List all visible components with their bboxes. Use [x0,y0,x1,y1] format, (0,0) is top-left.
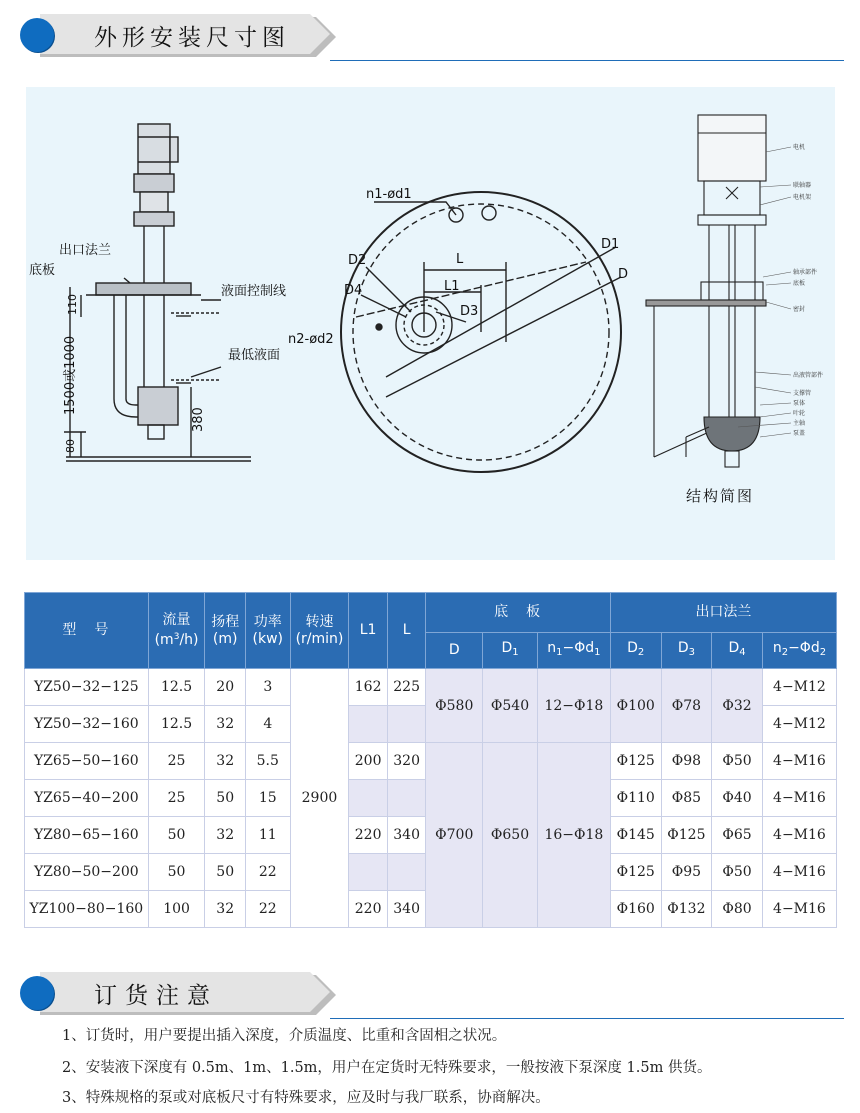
col-model: 型 号 [25,593,149,669]
col-n1-sub: 1 [556,647,563,658]
col-head-unit: (m) [212,630,238,647]
cell-L: 340 [387,817,426,854]
structure-part-label: 轴承部件 [793,269,818,276]
col-flow-unit-post: /h) [179,632,199,648]
label-D2: D2 [348,253,367,268]
cell-power: 3 [245,669,290,706]
col-D2-sub: 2 [637,647,645,658]
col-power [245,593,290,669]
cell-n1d1: 16−Φ18 [537,743,610,928]
col-speed-label: 转速 [305,613,334,630]
table-row [25,669,837,706]
cell-model: YZ80−65−160 [25,817,149,854]
section-header-dimensions [0,8,860,64]
cell-n2d2: 4−M16 [762,891,836,928]
header-row-1 [25,593,837,633]
label-D: D [618,267,629,282]
label-outlet-flange: 出口法兰 [59,243,112,258]
cell-power: 22 [245,854,290,891]
col-n1-sub2: 1 [594,647,601,658]
cell-n2d2: 4−M16 [762,854,836,891]
structure-part-label: 联轴器 [793,182,812,189]
cell-D2: Φ125 [610,743,661,780]
cell-D3: Φ125 [661,817,712,854]
label-base-plate: 底板 [29,263,56,278]
structure-part-label: 底板 [793,280,806,287]
col-D2 [610,633,661,669]
cell-D3: Φ85 [661,780,712,817]
structure-part-label: 支撑管 [793,390,812,397]
structure-part-labels [793,143,823,437]
cell-D2: Φ125 [610,854,661,891]
cell-head: 50 [205,854,246,891]
header-rule [330,60,844,61]
col-speed [290,593,349,669]
label-D1: D1 [601,237,620,252]
structure-part-label: 泵盖 [793,430,806,437]
cell-speed: 2900 [290,669,349,928]
cell-D3: Φ98 [661,743,712,780]
cell-model: YZ65−40−200 [25,780,149,817]
cell-L-empty [387,854,426,891]
col-flow [148,593,205,669]
col-n2d2 [762,633,836,669]
label-L1: L1 [444,279,460,294]
cell-D3: Φ95 [661,854,712,891]
header-bullet-icon [20,18,54,52]
header-bullet-icon [20,976,54,1010]
cell-L: 225 [387,669,426,706]
cell-flow: 25 [148,780,205,817]
col-D1-main: D [501,640,513,656]
cell-model: YZ80−50−200 [25,854,149,891]
cell-D4: Φ50 [712,743,763,780]
cell-L: 320 [387,743,426,780]
cell-head: 32 [205,706,246,743]
cell-D1: Φ540 [483,669,538,743]
structure-part-label: 叶轮 [793,410,806,417]
col-group-base: 底 板 [426,593,611,633]
col-D4-sub: 4 [739,647,746,658]
section-title: 外形安装尺寸图 [94,25,290,51]
structure-part-label: 出液管部件 [793,372,824,379]
col-n2-pre: n [772,640,782,656]
cell-L1: 200 [349,743,388,780]
col-flow-unit-pre: (m [154,632,174,648]
cell-D1: Φ650 [483,743,538,928]
label-min-level: 最低液面 [228,348,281,363]
section-header-ordering [0,966,860,1022]
col-D3 [661,633,712,669]
col-D2-main: D [627,640,638,656]
col-D3-sub: 3 [688,647,695,658]
cell-head: 32 [205,891,246,928]
cell-n2d2: 4−M16 [762,743,836,780]
cell-D4: Φ80 [712,891,763,928]
table-row [25,743,837,780]
label-n2: n2-ød2 [288,332,334,347]
cell-D2: Φ160 [610,891,661,928]
col-power-unit: (kw) [252,630,284,647]
note-item: 2、安装液下深度有 0.5m、1m、1.5m，用户在定货时无特殊要求，一般按液下泵深度 1.5m 供货。 [62,1060,712,1076]
structure-leaders [738,147,791,437]
cell-power: 5.5 [245,743,290,780]
note-item: 3、特殊规格的泵或对底板尺寸有特殊要求，应及时与我厂联系，协商解决。 [62,1090,550,1106]
col-group-outlet: 出口法兰 [610,593,836,633]
cell-head: 32 [205,743,246,780]
cell-head: 32 [205,817,246,854]
col-head [205,593,246,669]
cell-head: 20 [205,669,246,706]
cell-L1-empty [349,706,388,743]
col-L1: L1 [349,593,388,669]
col-n2-sub2: 2 [819,647,827,658]
label-110: 110 [66,294,79,315]
cell-D4: Φ32 [712,669,763,743]
label-380: 380 [191,407,206,432]
cell-L1-empty [349,780,388,817]
col-n2-sub: 2 [781,647,789,658]
cell-flow: 25 [148,743,205,780]
cell-L: 340 [387,891,426,928]
cell-model: YZ65−50−160 [25,743,149,780]
base-plate-plan [341,192,621,472]
cell-flow: 12.5 [148,706,205,743]
section-title: 订货注意 [94,983,218,1009]
label-D4: D4 [344,283,363,298]
cell-model: YZ50−32−160 [25,706,149,743]
label-level-control: 液面控制线 [221,284,287,299]
structure-diagram [646,115,766,467]
cell-n2d2: 4−M12 [762,706,836,743]
cell-D4: Φ50 [712,854,763,891]
col-flow-label: 流量 [162,612,191,628]
col-n2-mid: −Φd [788,640,820,656]
structure-part-label: 电机架 [793,194,812,201]
cell-D4: Φ40 [712,780,763,817]
cell-D3: Φ132 [661,891,712,928]
label-n1: n1-ød1 [366,187,412,202]
cell-power: 15 [245,780,290,817]
label-D3: D3 [460,304,479,319]
cell-flow: 100 [148,891,205,928]
cell-D3: Φ78 [661,669,712,743]
cell-power: 22 [245,891,290,928]
cell-L-empty [387,780,426,817]
label-80: 80 [64,439,77,453]
structure-part-label: 密封 [793,306,806,313]
structure-part-label: 主轴 [793,420,806,427]
cell-L-empty [387,706,426,743]
cell-L1: 220 [349,817,388,854]
col-D: D [426,633,483,669]
cell-L1: 162 [349,669,388,706]
cell-power: 4 [245,706,290,743]
note-item: 1、订货时，用户要提出插入深度，介质温度、比重和含固相之状况。 [62,1028,507,1044]
cell-model: YZ50−32−125 [25,669,149,706]
cell-D2: Φ110 [610,780,661,817]
spec-table [24,592,837,928]
structure-part-label: 电机 [793,144,806,151]
col-head-label: 扬程 [211,613,240,630]
cell-D4: Φ65 [712,817,763,854]
col-n1d1 [537,633,610,669]
col-n1-mid: −Φd [562,640,595,656]
cell-n1d1: 12−Φ18 [537,669,610,743]
cell-flow: 50 [148,817,205,854]
cell-n2d2: 4−M16 [762,817,836,854]
cell-power: 11 [245,817,290,854]
col-D1-sub: 1 [512,647,519,658]
cell-model: YZ100−80−160 [25,891,149,928]
cell-n2d2: 4−M16 [762,780,836,817]
cell-L1-empty [349,854,388,891]
drawing-svg [26,87,835,560]
col-n1-pre: n [547,640,557,656]
cell-D: Φ580 [426,669,483,743]
col-speed-unit: (r/min) [295,630,344,647]
cell-D2: Φ145 [610,817,661,854]
label-L: L [456,252,464,267]
cell-head: 50 [205,780,246,817]
structure-part-label: 泵体 [793,400,806,407]
col-D3-main: D [677,640,689,656]
cell-L1: 220 [349,891,388,928]
installation-drawing [26,87,835,560]
col-flow-unit-sup: 3 [173,632,180,642]
col-power-label: 功率 [253,613,282,630]
col-D4 [712,633,763,669]
cell-n2d2: 4−M12 [762,669,836,706]
col-D1 [483,633,538,669]
label-depth: 1500或1000 [63,335,78,415]
cell-flow: 50 [148,854,205,891]
structure-title: 结构简图 [686,487,755,505]
header-rule [330,1018,844,1019]
cell-flow: 12.5 [148,669,205,706]
cell-D: Φ700 [426,743,483,928]
cell-D2: Φ100 [610,669,661,743]
col-L: L [387,593,426,669]
col-D4-main: D [728,640,740,656]
